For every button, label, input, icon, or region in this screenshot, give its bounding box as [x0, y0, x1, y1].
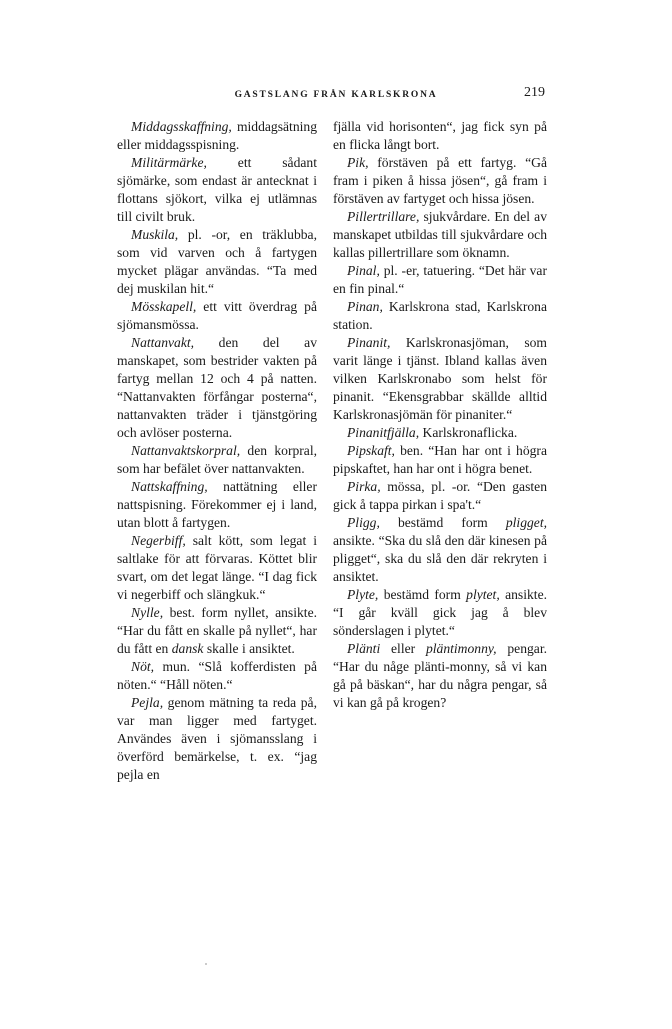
entry-definition: Karlskronasjöman, som varit länge i tjänst. Ibland kallas även vilken Karlskronabo som helst för pinanit. “Ekensgrabbar skällde alltid Karlskronasjömän för pinaniter.“	[333, 335, 547, 422]
print-speck	[205, 963, 207, 965]
entry-term: Pirka,	[347, 479, 381, 494]
entry-term: Plyte,	[347, 587, 379, 602]
entry-definition: nattätning eller nattspisning. Förekommer ej i land, utan blott å fartygen.	[117, 479, 317, 530]
entry-definition: pl. -er, tatuering. “Det här var en fin pinal.“	[333, 263, 547, 296]
dictionary-entry	[117, 658, 317, 694]
dictionary-entry	[333, 640, 547, 712]
right-column	[333, 118, 547, 712]
running-header: GASTSLANG FRÅN KARLSKRONA	[234, 90, 438, 100]
entry-definition: bestämd form	[378, 587, 467, 602]
entry-definition: ben. “Han har ont i högra pipskaftet, han har ont i högra benet.	[333, 443, 547, 476]
entry-definition: pl. -or, en träklubba, som vid varven och å fartygen mycket plägar användas. “Ta med dej muskilan hit.“	[117, 227, 317, 296]
entry-definition-cont: ansikte. “I går kväll gick jag å blev sönderslagen i plytet.“	[333, 587, 547, 638]
entry-term: Nattanvaktskorpral,	[131, 443, 241, 458]
dictionary-entry	[333, 154, 547, 208]
entry-term-inline: pligget,	[505, 515, 547, 530]
entry-term: Pillertrillare,	[347, 209, 420, 224]
entry-term: Nattskaffning,	[131, 479, 208, 494]
entry-term: Plänti	[347, 641, 381, 656]
entry-definition: mössa, pl. -or. “Den gasten gick å tappa pirkan i spa't.“	[333, 479, 547, 512]
dictionary-entry	[117, 694, 317, 784]
left-column	[117, 118, 317, 784]
entry-term-inline: pläntimonny,	[425, 641, 497, 656]
entry-term: Pinanitfjälla,	[347, 425, 420, 440]
entry-definition: ett sådant sjömärke, som endast är antecknat i flottans sjökort, vilka ej utlämnas till civilt bruk.	[117, 155, 317, 224]
entry-term: Pinanit,	[347, 335, 391, 350]
dictionary-entry	[333, 262, 547, 298]
dictionary-entry	[333, 442, 547, 478]
entry-term: Nattanvakt,	[131, 335, 195, 350]
entry-definition-cont: skalle i ansiktet.	[203, 641, 295, 656]
dictionary-entry	[333, 424, 547, 442]
entry-definition: den korpral, som har befälet över nattanvakten.	[117, 443, 317, 476]
entry-definition: eller	[380, 641, 426, 656]
entry-term: Pejla,	[131, 695, 164, 710]
entry-term: Middagsskaffning,	[131, 119, 232, 134]
page-number: 219	[524, 85, 545, 100]
entry-term: Nöt,	[131, 659, 155, 674]
entry-continuation: fjälla vid horisonten“, jag fick syn på en flicka långt bort.	[333, 119, 547, 152]
dictionary-entry	[333, 334, 547, 424]
entry-term: Pipskaft,	[347, 443, 395, 458]
dictionary-entry	[117, 226, 317, 298]
entry-term: Pligg,	[347, 515, 380, 530]
entry-definition-cont: pengar. “Har du någe plänti-monny, så vi kan gå på bäskan“, har du några pengar, så vi kan gå på krogen?	[333, 641, 547, 710]
dictionary-entry	[117, 334, 317, 442]
dictionary-entry	[117, 478, 317, 532]
entry-definition: mun. “Slå kofferdisten på nöten.“ “Håll nöten.“	[117, 659, 317, 692]
entry-term: Militärmärke,	[131, 155, 207, 170]
entry-definition: förstäven på ett fartyg. “Gå fram i piken å hissa jösen“, gå fram i förstäven av fartyget och hissa jösen.	[333, 155, 547, 206]
dictionary-entry	[117, 154, 317, 226]
entry-definition: sjukvårdare. En del av manskapet utbildas till sjukvårdare och kallas pillertrillare som öknamn.	[333, 209, 547, 260]
entry-definition: Karlskronaflicka.	[419, 425, 518, 440]
entry-term-inline: dansk	[171, 641, 204, 656]
entry-term: Nylle,	[131, 605, 164, 620]
dictionary-entry	[117, 118, 317, 154]
dictionary-entry	[333, 208, 547, 262]
dictionary-entry	[333, 586, 547, 640]
entry-definition: den del av manskapet, som bestrider vakten på fartyg mellan 12 och 4 på natten. “Nattanvakten förfångar posterna“, nattanvakten träder i tjänstgöring och avlöser posterna.	[117, 335, 317, 440]
entry-term: Pinal,	[347, 263, 380, 278]
entry-term-inline: plytet,	[466, 587, 500, 602]
entry-term: Pinan,	[347, 299, 383, 314]
dictionary-entry	[333, 298, 547, 334]
dictionary-entry	[117, 442, 317, 478]
dictionary-entry	[333, 478, 547, 514]
dictionary-entry	[117, 298, 317, 334]
dictionary-entry	[333, 514, 547, 586]
entry-definition-cont: ansikte. “Ska du slå den där kinesen på pligget“, ska du slå den där rekryten i ansiktet.	[333, 533, 547, 584]
entry-definition: Karlskrona stad, Karlskrona station.	[333, 299, 547, 332]
entry-definition: best. form nyllet, ansikte. “Har du fått en skalle på nyllet“, har du fått en	[117, 605, 317, 656]
entry-term: Muskila,	[131, 227, 179, 242]
entry-definition: bestämd form	[379, 515, 506, 530]
entry-term: Pik,	[347, 155, 369, 170]
entry-definition: genom mätning ta reda på, var man ligger med fartyget. Användes även i sjömansslang i överförd bemärkelse, t. ex. “jag pejla en	[117, 695, 317, 782]
entry-definition: ett vitt överdrag på sjömansmössa.	[117, 299, 317, 332]
dictionary-entry	[117, 532, 317, 604]
entry-term: Negerbiff,	[131, 533, 186, 548]
dictionary-entry	[117, 604, 317, 658]
entry-definition: salt kött, som legat i saltlake för att förvaras. Köttet blir svart, om det legat länge. “I dag fick vi negerbiff och slängkuk.“	[117, 533, 317, 602]
entry-definition: middagsätning eller middagsspisning.	[117, 119, 317, 152]
entry-term: Mösskapell,	[131, 299, 197, 314]
